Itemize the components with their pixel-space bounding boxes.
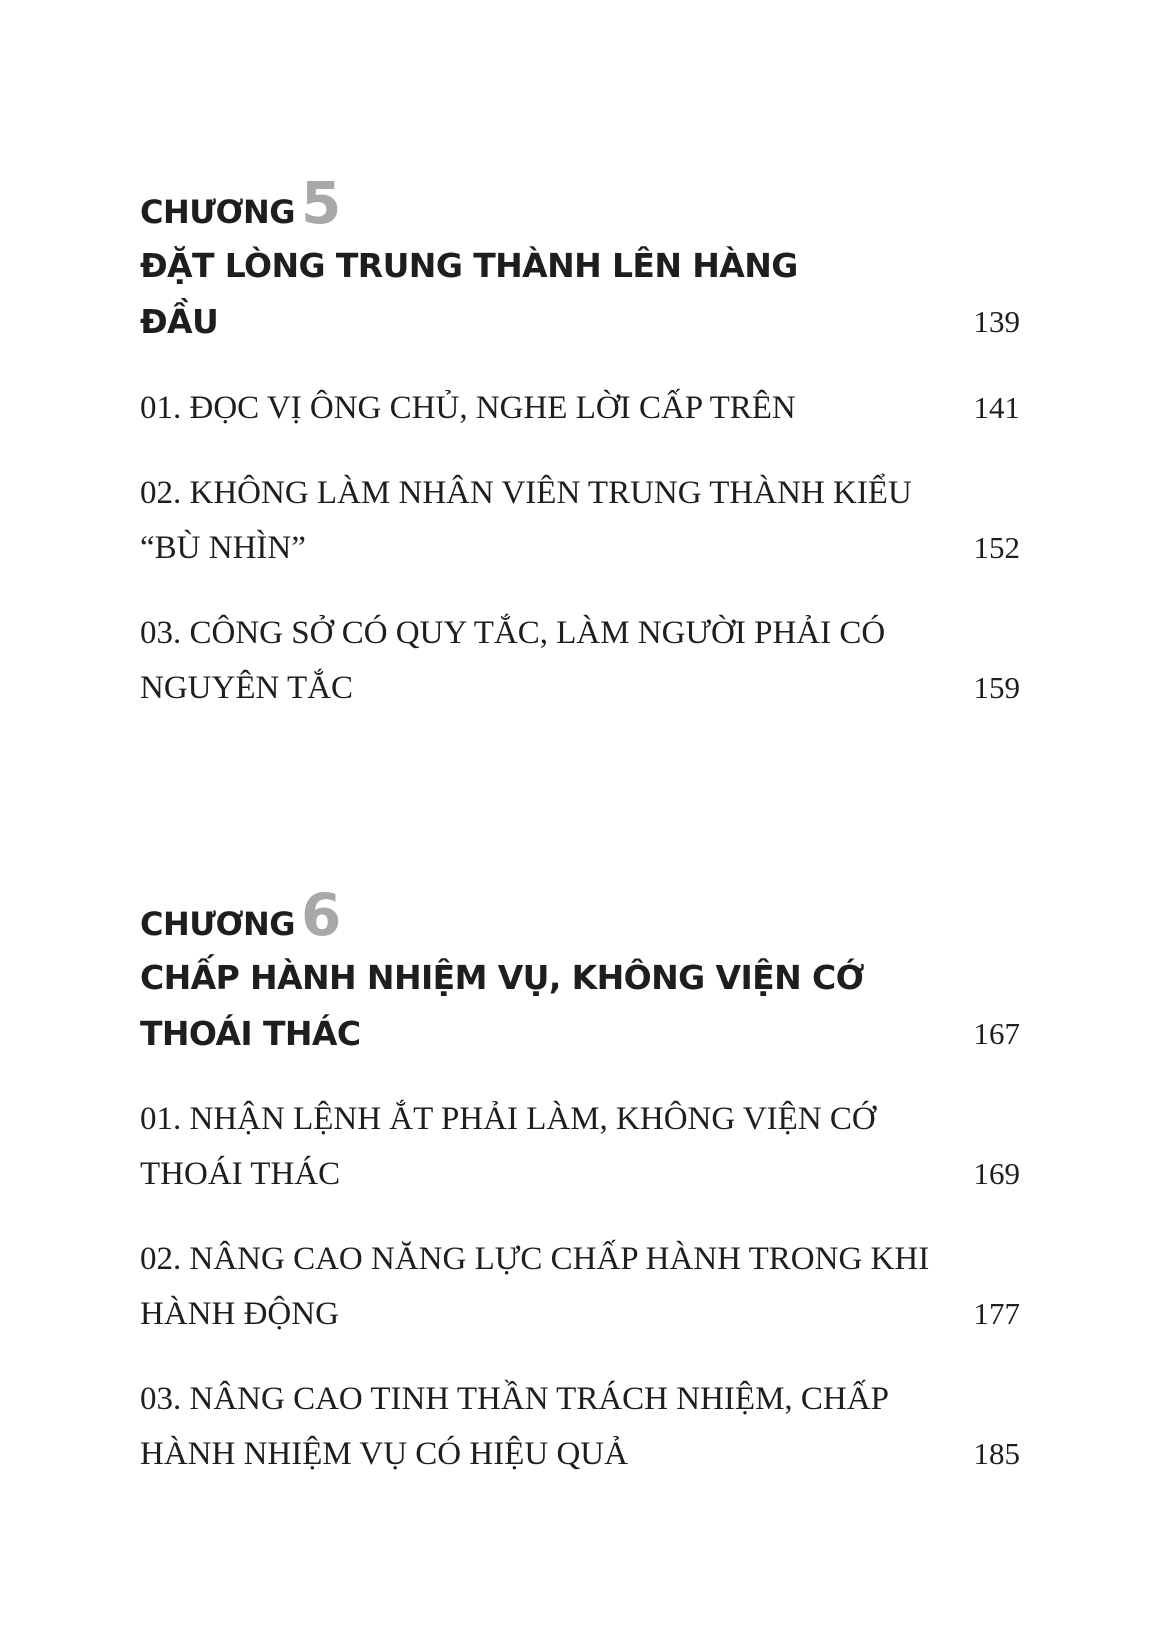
- toc-entry[interactable]: [140, 380, 1020, 436]
- entry-page-number: 177: [973, 1296, 1020, 1331]
- chapter-label: CHƯƠNG: [140, 193, 295, 231]
- chapter-5-section: [140, 168, 1020, 716]
- chapter-title: ĐẶT LÒNG TRUNG THÀNH LÊN HÀNG ĐẦU: [140, 246, 798, 341]
- entry-title: 01. ĐỌC VỊ ÔNG CHỦ, NGHE LỜI CẤP TRÊN: [140, 390, 796, 426]
- chapter-title: CHẤP HÀNH NHIỆM VỤ, KHÔNG VIỆN CỚ THOÁI THÁC: [140, 958, 864, 1053]
- chapter-heading: [140, 168, 1020, 238]
- entry-title: 03. NÂNG CAO TINH THẦN TRÁCH NHIỆM, CHẤP HÀNH NHIỆM VỤ CÓ HIỆU QUẢ: [140, 1381, 888, 1472]
- chapter-number: 5: [301, 169, 341, 237]
- toc-entry[interactable]: [140, 466, 1020, 576]
- chapter-page-number: 167: [973, 1016, 1020, 1051]
- chapter-6-section: [140, 880, 1020, 1482]
- chapter-title-row[interactable]: [140, 238, 1020, 350]
- entry-title: 02. NÂNG CAO NĂNG LỰC CHẤP HÀNH TRONG KHI HÀNH ĐỘNG: [140, 1241, 930, 1332]
- toc-entry[interactable]: [140, 1232, 1020, 1342]
- chapter-page-number: 139: [973, 304, 1020, 339]
- entry-title: 02. KHÔNG LÀM NHÂN VIÊN TRUNG THÀNH KIỂU “BÙ NHÌN”: [140, 475, 912, 566]
- chapter-number: 6: [301, 881, 341, 949]
- toc-entry[interactable]: [140, 1092, 1020, 1202]
- toc-entry[interactable]: [140, 1372, 1020, 1482]
- entry-page-number: 159: [973, 670, 1020, 705]
- chapter-heading: [140, 880, 1020, 950]
- chapter-label: CHƯƠNG: [140, 905, 295, 943]
- entry-page-number: 152: [973, 530, 1020, 565]
- entry-page-number: 169: [973, 1156, 1020, 1191]
- entry-page-number: 141: [973, 390, 1020, 425]
- entry-title: 03. CÔNG SỞ CÓ QUY TẮC, LÀM NGƯỜI PHẢI CÓ NGUYÊN TẮC: [140, 615, 886, 706]
- entry-title: 01. NHẬN LỆNH ẮT PHẢI LÀM, KHÔNG VIỆN CỚ THOÁI THÁC: [140, 1101, 876, 1192]
- chapter-title-row[interactable]: [140, 950, 1020, 1062]
- entry-page-number: 185: [973, 1436, 1020, 1471]
- toc-entry[interactable]: [140, 606, 1020, 716]
